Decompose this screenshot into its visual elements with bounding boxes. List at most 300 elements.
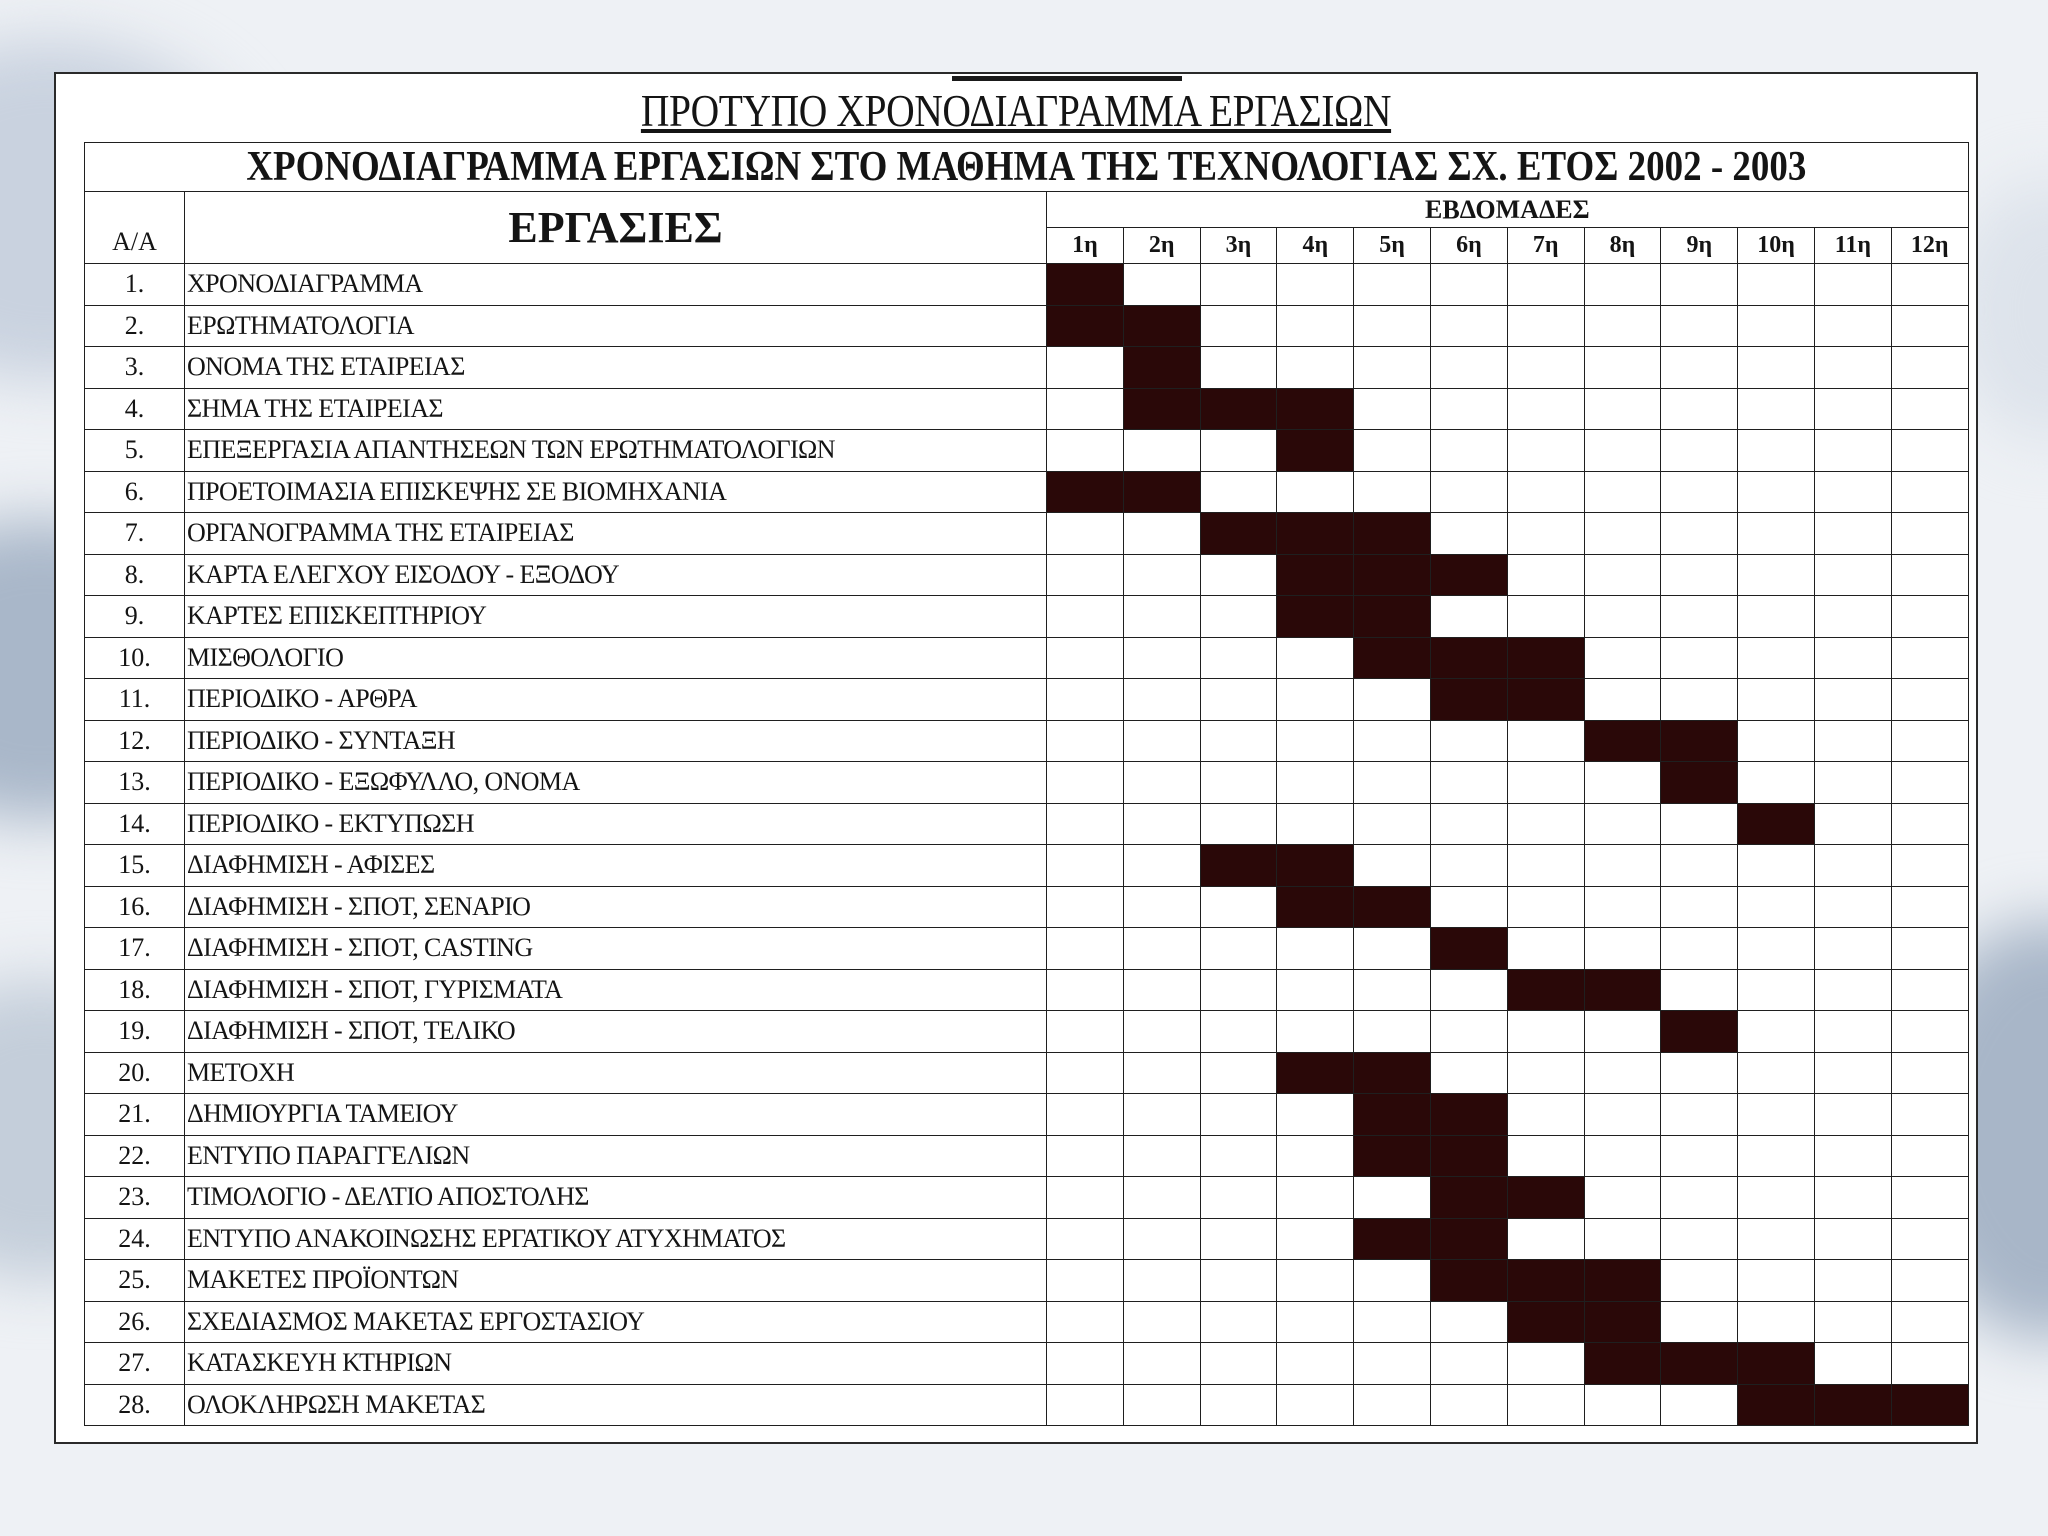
week-cell: [1584, 596, 1661, 638]
week-cell: [1200, 637, 1277, 679]
week-cell: [1891, 1135, 1968, 1177]
table-row: [85, 305, 1969, 347]
week-cell: [1814, 264, 1891, 306]
week-cell: [1047, 1260, 1124, 1302]
week-cell: [1738, 969, 1815, 1011]
column-header-tasks: ΕΡΓΑΣΙΕΣ: [185, 192, 1047, 264]
scheduled-week-cell: [1123, 305, 1200, 347]
week-cell: [1584, 471, 1661, 513]
week-cell: [1738, 1011, 1815, 1053]
week-cell: [1277, 803, 1354, 845]
week-cell: [1891, 1094, 1968, 1136]
week-cell: [1430, 1301, 1507, 1343]
week-cell: [1354, 762, 1431, 804]
week-cell: [1891, 264, 1968, 306]
week-cell: [1661, 347, 1738, 389]
row-number: 15.: [85, 845, 185, 887]
week-cell: [1738, 471, 1815, 513]
week-cell: [1123, 1052, 1200, 1094]
table-row: [85, 471, 1969, 513]
row-number: 13.: [85, 762, 185, 804]
week-cell: [1661, 845, 1738, 887]
week-cell: [1277, 1177, 1354, 1219]
week-cell: [1814, 1301, 1891, 1343]
week-cell: [1047, 969, 1124, 1011]
week-cell: [1123, 1177, 1200, 1219]
week-cell: [1123, 886, 1200, 928]
week-cell: [1584, 1011, 1661, 1053]
week-cell: [1738, 1301, 1815, 1343]
week-cell: [1738, 845, 1815, 887]
week-cell: [1507, 803, 1584, 845]
week-cell: [1430, 1052, 1507, 1094]
week-cell: [1507, 513, 1584, 555]
week-cell: [1891, 347, 1968, 389]
table-row: [85, 430, 1969, 472]
week-cell: [1584, 513, 1661, 555]
week-cell: [1200, 471, 1277, 513]
week-cell: [1430, 264, 1507, 306]
task-name: ΠΡΟΕΤΟΙΜΑΣΙΑ ΕΠΙΣΚΕΨΗΣ ΣΕ ΒΙΟΜΗΧΑΝΙΑ: [185, 471, 1047, 513]
task-name: ΕΠΕΞΕΡΓΑΣΙΑ ΑΠΑΝΤΗΣΕΩΝ ΤΩΝ ΕΡΩΤΗΜΑΤΟΛΟΓΙΩΝ: [185, 430, 1047, 472]
table-row: [85, 1384, 1969, 1426]
scheduled-week-cell: [1430, 637, 1507, 679]
week-cell: [1354, 720, 1431, 762]
table-row: [85, 1343, 1969, 1385]
week-cell: [1584, 347, 1661, 389]
task-name: ΣΗΜΑ ΤΗΣ ΕΤΑΙΡΕΙΑΣ: [185, 388, 1047, 430]
task-name: ΤΙΜΟΛΟΓΙΟ - ΔΕΛΤΙΟ ΑΠΟΣΤΟΛΗΣ: [185, 1177, 1047, 1219]
week-cell: [1123, 679, 1200, 721]
scheduled-week-cell: [1430, 1218, 1507, 1260]
week-cell: [1200, 596, 1277, 638]
week-cell: [1123, 264, 1200, 306]
row-number: 21.: [85, 1094, 185, 1136]
week-cell: [1584, 554, 1661, 596]
week-cell: [1200, 554, 1277, 596]
week-cell: [1738, 928, 1815, 970]
table-row: [85, 347, 1969, 389]
scheduled-week-cell: [1277, 886, 1354, 928]
scheduled-week-cell: [1507, 637, 1584, 679]
week-cell: [1277, 1094, 1354, 1136]
week-cell: [1814, 347, 1891, 389]
week-cell: [1814, 720, 1891, 762]
week-cell: [1200, 1011, 1277, 1053]
week-cell: [1047, 1135, 1124, 1177]
week-cell: [1738, 1094, 1815, 1136]
week-cell: [1507, 1011, 1584, 1053]
week-cell: [1123, 430, 1200, 472]
week-cell: [1661, 596, 1738, 638]
week-cell: [1200, 305, 1277, 347]
week-cell: [1200, 264, 1277, 306]
week-cell: [1430, 720, 1507, 762]
week-cell: [1814, 845, 1891, 887]
week-cell: [1430, 388, 1507, 430]
row-number: 12.: [85, 720, 185, 762]
scheduled-week-cell: [1507, 969, 1584, 1011]
week-cell: [1891, 969, 1968, 1011]
scheduled-week-cell: [1047, 305, 1124, 347]
week-cell: [1507, 264, 1584, 306]
week-cell: [1661, 1052, 1738, 1094]
week-cell: [1661, 471, 1738, 513]
week-cell: [1047, 679, 1124, 721]
scheduled-week-cell: [1354, 1052, 1431, 1094]
task-name: ΕΝΤΥΠΟ ΑΝΑΚΟΙΝΩΣΗΣ ΕΡΓΑΤΙΚΟΥ ΑΤΥΧΗΜΑΤΟΣ: [185, 1218, 1047, 1260]
week-cell: [1661, 969, 1738, 1011]
week-cell: [1738, 1218, 1815, 1260]
week-cell: [1661, 1177, 1738, 1219]
week-cell: [1507, 886, 1584, 928]
week-cell: [1430, 347, 1507, 389]
scheduled-week-cell: [1661, 720, 1738, 762]
task-name: ΜΑΚΕΤΕΣ ΠΡΟΪΟΝΤΩΝ: [185, 1260, 1047, 1302]
table-row: [85, 762, 1969, 804]
week-cell: [1891, 1052, 1968, 1094]
schedule-table: [84, 142, 1969, 1426]
scheduled-week-cell: [1047, 264, 1124, 306]
week-cell: [1661, 388, 1738, 430]
week-cell: [1814, 928, 1891, 970]
week-cell: [1738, 264, 1815, 306]
task-name: ΠΕΡΙΟΔΙΚΟ - ΑΡΘΡΑ: [185, 679, 1047, 721]
week-cell: [1200, 1218, 1277, 1260]
week-cell: [1814, 637, 1891, 679]
week-cell: [1354, 679, 1431, 721]
week-cell: [1584, 305, 1661, 347]
week-cell: [1277, 1135, 1354, 1177]
week-cell: [1200, 969, 1277, 1011]
week-cell: [1814, 388, 1891, 430]
week-cell: [1661, 886, 1738, 928]
week-cell: [1891, 471, 1968, 513]
task-name: ΔΙΑΦΗΜΙΣΗ - ΣΠΟΤ, ΓΥΡΙΣΜΑΤΑ: [185, 969, 1047, 1011]
week-cell: [1738, 513, 1815, 555]
week-cell: [1430, 471, 1507, 513]
week-cell: [1891, 554, 1968, 596]
task-name: ΠΕΡΙΟΔΙΚΟ - ΣΥΝΤΑΞΗ: [185, 720, 1047, 762]
week-cell: [1507, 845, 1584, 887]
row-number: 23.: [85, 1177, 185, 1219]
week-cell: [1814, 596, 1891, 638]
week-cell: [1891, 305, 1968, 347]
table-row: [85, 720, 1969, 762]
week-cell: [1200, 1177, 1277, 1219]
week-cell: [1430, 430, 1507, 472]
week-cell: [1584, 845, 1661, 887]
week-cell: [1200, 1052, 1277, 1094]
week-cell: [1661, 1301, 1738, 1343]
row-number: 11.: [85, 679, 185, 721]
row-number: 7.: [85, 513, 185, 555]
week-cell: [1047, 845, 1124, 887]
week-cell: [1430, 1343, 1507, 1385]
scheduled-week-cell: [1507, 1260, 1584, 1302]
week-cell: [1200, 720, 1277, 762]
week-cell: [1200, 1343, 1277, 1385]
week-cell: [1738, 305, 1815, 347]
week-header-1: 1η: [1047, 228, 1124, 264]
scheduled-week-cell: [1200, 513, 1277, 555]
week-cell: [1354, 928, 1431, 970]
table-row: [85, 928, 1969, 970]
week-cell: [1047, 1218, 1124, 1260]
week-cell: [1507, 720, 1584, 762]
week-header-12: 12η: [1891, 228, 1968, 264]
week-cell: [1814, 554, 1891, 596]
week-cell: [1123, 1218, 1200, 1260]
week-cell: [1584, 637, 1661, 679]
week-cell: [1430, 762, 1507, 804]
scheduled-week-cell: [1584, 1260, 1661, 1302]
week-cell: [1200, 928, 1277, 970]
row-number: 24.: [85, 1218, 185, 1260]
table-row: [85, 1135, 1969, 1177]
scheduled-week-cell: [1354, 513, 1431, 555]
week-cell: [1507, 596, 1584, 638]
week-cell: [1047, 388, 1124, 430]
week-cell: [1507, 305, 1584, 347]
week-header-5: 5η: [1354, 228, 1431, 264]
week-cell: [1738, 1177, 1815, 1219]
week-cell: [1891, 637, 1968, 679]
week-cell: [1354, 1301, 1431, 1343]
week-cell: [1661, 305, 1738, 347]
table-row: [85, 264, 1969, 306]
week-cell: [1814, 969, 1891, 1011]
task-name: ΔΗΜΙΟΥΡΓΙΑ ΤΑΜΕΙΟΥ: [185, 1094, 1047, 1136]
scheduled-week-cell: [1738, 1384, 1815, 1426]
week-cell: [1661, 430, 1738, 472]
scheduled-week-cell: [1354, 637, 1431, 679]
week-cell: [1123, 969, 1200, 1011]
table-row: [85, 803, 1969, 845]
week-cell: [1507, 1218, 1584, 1260]
week-cell: [1891, 762, 1968, 804]
week-cell: [1430, 1384, 1507, 1426]
week-cell: [1661, 1218, 1738, 1260]
week-cell: [1661, 554, 1738, 596]
week-cell: [1047, 1094, 1124, 1136]
week-cell: [1584, 264, 1661, 306]
task-name: ΔΙΑΦΗΜΙΣΗ - ΣΠΟΤ, CASTING: [185, 928, 1047, 970]
week-cell: [1047, 1384, 1124, 1426]
week-cell: [1430, 886, 1507, 928]
week-cell: [1584, 1218, 1661, 1260]
week-header-3: 3η: [1200, 228, 1277, 264]
week-cell: [1354, 845, 1431, 887]
week-cell: [1047, 430, 1124, 472]
week-cell: [1123, 1301, 1200, 1343]
table-title: ΧΡΟΝΟΔΙΑΓΡΑΜΜΑ ΕΡΓΑΣΙΩΝ ΣΤΟ ΜΑΘΗΜΑ ΤΗΣ ΤΕΧΝΟΛΟΓΙΑΣ ΣΧ. ΕΤΟΣ 2002 - 2003: [246, 144, 1807, 190]
week-cell: [1354, 305, 1431, 347]
week-cell: [1738, 720, 1815, 762]
week-cell: [1354, 388, 1431, 430]
week-cell: [1354, 969, 1431, 1011]
week-cell: [1430, 969, 1507, 1011]
week-cell: [1891, 596, 1968, 638]
task-name: ΧΡΟΝΟΔΙΑΓΡΑΜΜΑ: [185, 264, 1047, 306]
week-cell: [1123, 1094, 1200, 1136]
scheduled-week-cell: [1430, 1260, 1507, 1302]
week-cell: [1123, 513, 1200, 555]
week-cell: [1891, 1343, 1968, 1385]
week-cell: [1584, 803, 1661, 845]
row-number: 8.: [85, 554, 185, 596]
header-row: [85, 192, 1969, 228]
scheduled-week-cell: [1277, 513, 1354, 555]
week-cell: [1430, 803, 1507, 845]
scheduled-week-cell: [1430, 1135, 1507, 1177]
scheduled-week-cell: [1584, 969, 1661, 1011]
row-number: 20.: [85, 1052, 185, 1094]
column-header-weeks: ΕΒΔΟΜΑΔΕΣ: [1047, 192, 1969, 228]
table-row: [85, 554, 1969, 596]
week-header-9: 9η: [1661, 228, 1738, 264]
task-name: ΚΑΡΤΑ ΕΛΕΓΧΟΥ ΕΙΣΟΔΟΥ - ΕΞΟΔΟΥ: [185, 554, 1047, 596]
week-cell: [1123, 596, 1200, 638]
week-cell: [1507, 388, 1584, 430]
week-cell: [1814, 1177, 1891, 1219]
week-cell: [1814, 471, 1891, 513]
week-cell: [1277, 928, 1354, 970]
week-cell: [1277, 471, 1354, 513]
table-row: [85, 1011, 1969, 1053]
table-row: [85, 1177, 1969, 1219]
week-cell: [1814, 1218, 1891, 1260]
week-cell: [1507, 762, 1584, 804]
document-sheet: [54, 72, 1978, 1444]
week-cell: [1047, 928, 1124, 970]
week-cell: [1814, 1052, 1891, 1094]
task-name: ΚΑΡΤΕΣ ΕΠΙΣΚΕΠΤΗΡΙΟΥ: [185, 596, 1047, 638]
row-number: 1.: [85, 264, 185, 306]
week-cell: [1047, 886, 1124, 928]
task-name: ΕΡΩΤΗΜΑΤΟΛΟΓΙΑ: [185, 305, 1047, 347]
week-cell: [1354, 347, 1431, 389]
week-cell: [1047, 596, 1124, 638]
row-number: 14.: [85, 803, 185, 845]
week-cell: [1200, 1384, 1277, 1426]
week-cell: [1738, 1052, 1815, 1094]
row-number: 18.: [85, 969, 185, 1011]
scheduled-week-cell: [1584, 720, 1661, 762]
week-cell: [1584, 928, 1661, 970]
week-cell: [1738, 596, 1815, 638]
week-cell: [1354, 1343, 1431, 1385]
week-cell: [1814, 886, 1891, 928]
week-cell: [1661, 264, 1738, 306]
scheduled-week-cell: [1661, 1011, 1738, 1053]
week-cell: [1891, 388, 1968, 430]
scheduled-week-cell: [1430, 1177, 1507, 1219]
week-cell: [1891, 803, 1968, 845]
week-cell: [1891, 679, 1968, 721]
week-cell: [1277, 1011, 1354, 1053]
week-cell: [1047, 554, 1124, 596]
week-cell: [1123, 845, 1200, 887]
scheduled-week-cell: [1123, 388, 1200, 430]
task-name: ΜΙΣΘΟΛΟΓΙΟ: [185, 637, 1047, 679]
table-row: [85, 513, 1969, 555]
table-row: [85, 1218, 1969, 1260]
week-cell: [1661, 679, 1738, 721]
week-cell: [1891, 430, 1968, 472]
week-cell: [1047, 1301, 1124, 1343]
week-cell: [1200, 886, 1277, 928]
week-cell: [1430, 845, 1507, 887]
scheduled-week-cell: [1661, 762, 1738, 804]
task-name: ΔΙΑΦΗΜΙΣΗ - ΣΠΟΤ, ΤΕΛΙΚΟ: [185, 1011, 1047, 1053]
week-cell: [1584, 1052, 1661, 1094]
week-cell: [1200, 1260, 1277, 1302]
week-cell: [1277, 637, 1354, 679]
week-cell: [1814, 1135, 1891, 1177]
row-number: 2.: [85, 305, 185, 347]
row-number: 27.: [85, 1343, 185, 1385]
week-cell: [1507, 347, 1584, 389]
week-cell: [1354, 264, 1431, 306]
week-cell: [1814, 762, 1891, 804]
row-number: 17.: [85, 928, 185, 970]
week-cell: [1891, 1218, 1968, 1260]
task-name: ΔΙΑΦΗΜΙΣΗ - ΣΠΟΤ, ΣΕΝΑΡΙΟ: [185, 886, 1047, 928]
row-number: 25.: [85, 1260, 185, 1302]
week-cell: [1507, 471, 1584, 513]
week-cell: [1507, 1384, 1584, 1426]
scheduled-week-cell: [1123, 347, 1200, 389]
week-cell: [1738, 762, 1815, 804]
week-cell: [1277, 1343, 1354, 1385]
title-marker-bar: [952, 76, 1182, 81]
row-number: 16.: [85, 886, 185, 928]
week-header-10: 10η: [1738, 228, 1815, 264]
week-cell: [1123, 1135, 1200, 1177]
task-name: ΟΛΟΚΛΗΡΩΣΗ ΜΑΚΕΤΑΣ: [185, 1384, 1047, 1426]
scheduled-week-cell: [1507, 679, 1584, 721]
scheduled-week-cell: [1507, 1301, 1584, 1343]
week-cell: [1430, 596, 1507, 638]
week-cell: [1047, 637, 1124, 679]
week-cell: [1584, 886, 1661, 928]
scheduled-week-cell: [1354, 1094, 1431, 1136]
week-cell: [1738, 679, 1815, 721]
week-cell: [1891, 886, 1968, 928]
task-name: ΚΑΤΑΣΚΕΥΗ ΚΤΗΡΙΩΝ: [185, 1343, 1047, 1385]
week-cell: [1430, 1011, 1507, 1053]
week-cell: [1047, 762, 1124, 804]
week-cell: [1661, 928, 1738, 970]
scheduled-week-cell: [1430, 679, 1507, 721]
week-cell: [1047, 347, 1124, 389]
week-cell: [1814, 803, 1891, 845]
table-row: [85, 637, 1969, 679]
week-cell: [1507, 1135, 1584, 1177]
table-row: [85, 1052, 1969, 1094]
scheduled-week-cell: [1430, 928, 1507, 970]
week-cell: [1814, 1343, 1891, 1385]
week-cell: [1814, 1094, 1891, 1136]
week-cell: [1123, 1343, 1200, 1385]
table-row: [85, 388, 1969, 430]
scheduled-week-cell: [1354, 1135, 1431, 1177]
week-cell: [1354, 1177, 1431, 1219]
week-cell: [1123, 1384, 1200, 1426]
week-header-6: 6η: [1430, 228, 1507, 264]
week-cell: [1891, 1301, 1968, 1343]
